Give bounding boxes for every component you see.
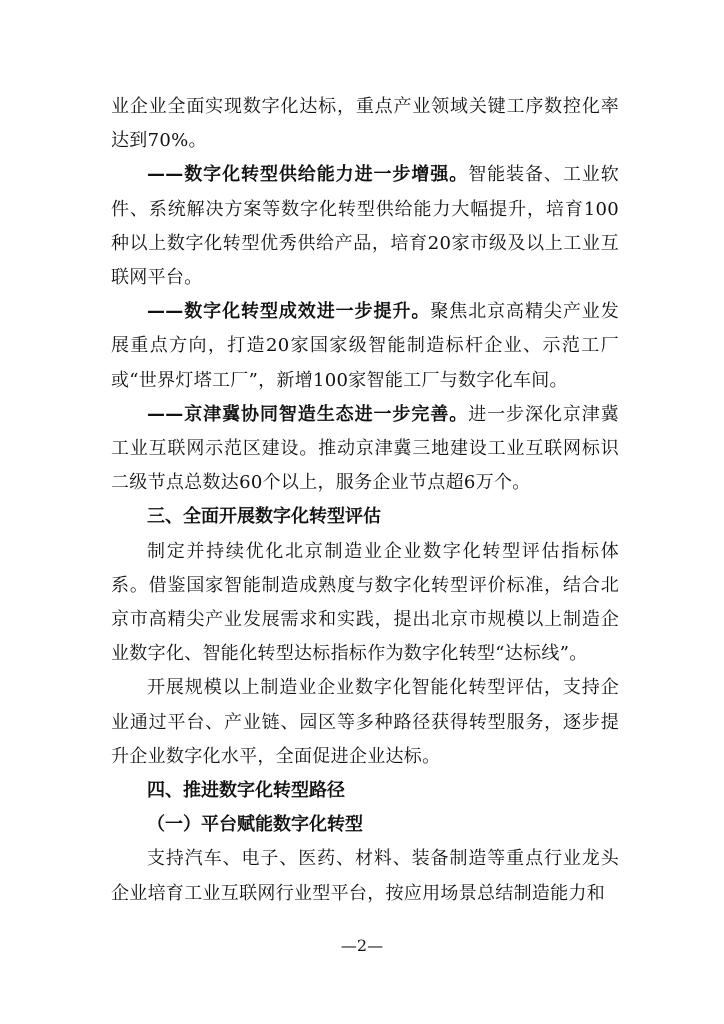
- paragraph-evaluation-services: 开展规模以上制造业企业数字化智能化转型评估，支持企业通过平台、产业链、园区等多种路径获得转型服务，逐步提升企业数字化水平，全面促进企业达标。: [111, 677, 619, 767]
- paragraph-supply-capability: [111, 158, 619, 295]
- paragraph-lead-bold: ——数字化转型供给能力进一步增强。: [147, 164, 469, 186]
- document-body: [111, 90, 619, 911]
- subsection-heading-1: （一）平台赋能数字化转型: [147, 814, 363, 836]
- paragraph-lead-bold: ——京津冀协同智造生态进一步完善。: [147, 403, 469, 425]
- page-number: —2—: [340, 936, 384, 955]
- section-heading-3: 三、全面开展数字化转型评估: [147, 506, 381, 528]
- paragraph-platform-empowerment: 支持汽车、电子、医药、材料、装备制造等重点行业龙头企业培育工业互联网行业型平台，按应用场景总结制造能力和: [111, 848, 619, 904]
- paragraph-body-text: 聚焦北京高精尖产业发展重点方向，打造20家国家级智能制造标杆企业、示范工厂或“世界灯塔工厂”，新增100家智能工厂与数字化车间。: [111, 301, 620, 391]
- paragraph-transformation-results: [111, 295, 619, 398]
- paragraph-body-text: 智能装备、工业软件、系统解决方案等数字化转型供给能力大幅提升，培育100种以上数字化转型优秀供给产品，培育20家市级及以上工业互联网平台。: [111, 164, 619, 289]
- paragraph-body-text: 进一步深化京津冀工业互联网示范区建设。推动京津冀三地建设工业互联网标识二级节点总数达60个以上，服务企业节点超6万个。: [111, 403, 619, 494]
- paragraph-jingjinji-ecosystem: [111, 398, 619, 501]
- paragraph-1: 业企业全面实现数字化达标，重点产业领域关键工序数控化率达到70%。: [111, 96, 619, 152]
- section-heading-4: 四、推进数字化转型路径: [147, 780, 345, 802]
- paragraph-lead-bold: ——数字化转型成效进一步提升。: [147, 301, 431, 323]
- paragraph-evaluation-indicators: 制定并持续优化北京制造业企业数字化转型评估指标体系。借鉴国家智能制造成熟度与数字化转型评价标准，结合北京市高精尖产业发展需求和实践，提出北京市规模以上制造企业数字化、智能化转型达标指标作为数字化转型“达标线”。: [111, 540, 619, 665]
